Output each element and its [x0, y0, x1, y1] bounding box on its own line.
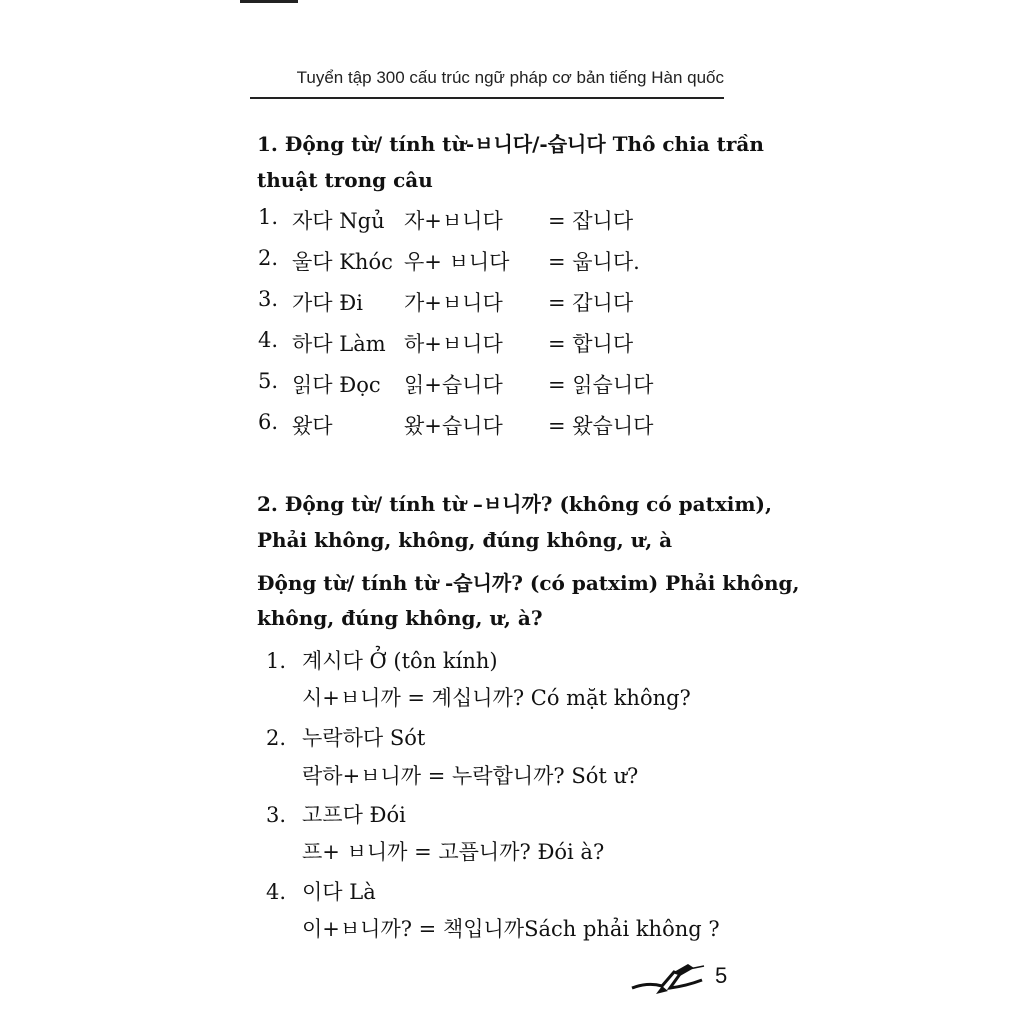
row-form: 가+ㅂ니다 — [404, 291, 503, 315]
example-item — [266, 876, 376, 906]
row-form: 자+ㅂ니다 — [404, 209, 503, 233]
row-result: = 갑니다 — [548, 291, 634, 315]
row-number: 3. — [258, 287, 279, 311]
row-word: 읽다 Đọc — [292, 373, 381, 397]
row-word: 울다 Khóc — [292, 250, 393, 274]
row-result: = 웁니다. — [548, 250, 640, 274]
row-result: = 왔습니다 — [548, 414, 654, 438]
row-result: = 읽습니다 — [548, 373, 654, 397]
example-detail: 락하+ㅂ니까 = 누락합니까? Sót ư? — [302, 764, 639, 788]
ornament-icon — [628, 958, 708, 998]
row-form: 왔+습니다 — [404, 414, 503, 438]
example-word: 고프다 Đói — [302, 803, 406, 827]
section2-heading-line2: Phải không, không, đúng không, ư, à — [257, 528, 673, 552]
row-form: 하+ㅂ니다 — [404, 332, 503, 356]
example-number: 1. — [266, 649, 287, 673]
row-form: 읽+습니다 — [404, 373, 503, 397]
section1-heading-line2: thuật trong câu — [257, 168, 433, 192]
row-form: 우+ ㅂ니다 — [404, 250, 510, 274]
section2-heading-line4: không, đúng không, ư, à? — [257, 606, 543, 630]
row-number: 5. — [258, 369, 279, 393]
row-number: 2. — [258, 246, 279, 270]
top-edge-mark — [240, 0, 298, 3]
row-number: 4. — [258, 328, 279, 352]
row-word: 왔다 — [292, 414, 333, 438]
header-rule — [250, 97, 724, 99]
example-word: 이다 Là — [302, 880, 376, 904]
example-word: 계시다 Ở (tôn kính) — [302, 649, 498, 673]
example-item — [266, 645, 498, 675]
example-detail: 시+ㅂ니까 = 계십니까? Có mặt không? — [302, 686, 691, 710]
row-result: = 합니다 — [548, 332, 634, 356]
example-word: 누락하다 Sót — [302, 726, 426, 750]
row-word: 하다 Làm — [292, 332, 386, 356]
section2-heading-line1: 2. Động từ/ tính từ –ㅂ니까? (không có patxim), — [257, 492, 772, 516]
row-number: 1. — [258, 205, 279, 229]
page-number: 5 — [715, 963, 728, 988]
section1-heading-line1: 1. Động từ/ tính từ-ㅂ니다/-습니다 Thô chia trần — [257, 132, 764, 156]
row-word: 자다 Ngủ — [292, 209, 385, 233]
example-detail: 프+ ㅂ니까 = 고픕니까? Đói à? — [302, 840, 605, 864]
example-detail: 이+ㅂ니까? = 책입니까Sách phải không ? — [302, 917, 720, 941]
row-number: 6. — [258, 410, 279, 434]
section2-heading-line3: Động từ/ tính từ -습니까? (có patxim) Phải không, — [257, 571, 800, 595]
row-result: = 잡니다 — [548, 209, 634, 233]
example-number: 2. — [266, 726, 287, 750]
row-word: 가다 Đi — [292, 291, 363, 315]
example-number: 3. — [266, 803, 287, 827]
example-item — [266, 722, 425, 752]
example-item — [266, 799, 406, 829]
running-header: Tuyển tập 300 cấu trúc ngữ pháp cơ bản tiếng Hàn quốc — [296, 68, 724, 87]
example-number: 4. — [266, 880, 287, 904]
